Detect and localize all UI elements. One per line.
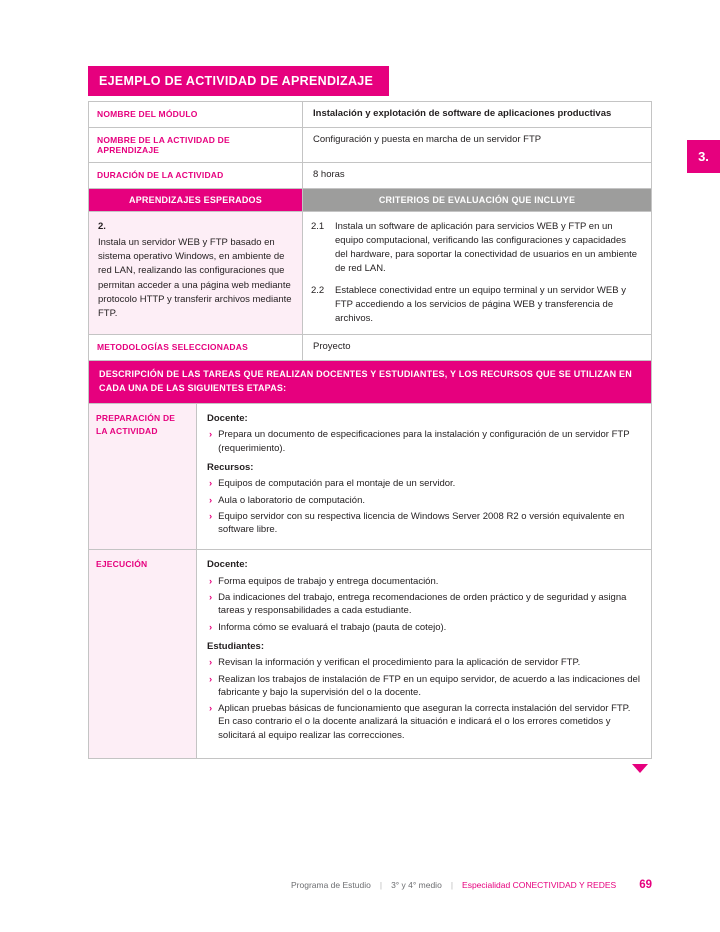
list-item-text: Forma equipos de trabajo y entrega documentación. <box>218 575 439 587</box>
list-item-text: Equipos de computación para el montaje de un servidor. <box>218 478 456 490</box>
duration-label: DURACIÓN DE LA ACTIVIDAD <box>89 163 303 188</box>
bullet-chevron-icon: › <box>209 621 213 633</box>
preparation-stage-label: PREPARACIÓN DE LA ACTIVIDAD <box>89 404 197 549</box>
footer-specialty: Especialidad CONECTIVIDAD Y REDES <box>462 880 617 890</box>
bullet-chevron-icon: › <box>209 510 213 522</box>
footer-grade: 3° y 4° medio <box>391 880 442 890</box>
table-row-methodology <box>89 335 651 361</box>
list-item <box>209 510 641 537</box>
table-row-module <box>89 102 651 128</box>
list-item-text: Informa cómo se evaluará el trabajo (pauta de cotejo). <box>218 621 447 633</box>
evaluation-criteria-header: CRITERIOS DE EVALUACIÓN QUE INCLUYE <box>303 189 651 211</box>
activity-table <box>88 101 652 759</box>
expected-learning-number: 2. <box>98 220 106 232</box>
section-heading: Recursos: <box>207 461 254 473</box>
criterion-number: 2.2 <box>311 284 325 296</box>
table-row-duration <box>89 163 651 189</box>
criterion-item <box>311 284 641 327</box>
criterion-number: 2.1 <box>311 220 325 232</box>
table-row-preparation <box>89 404 651 550</box>
preparation-stage-content <box>197 404 651 549</box>
list-item-text: Realizan los trabajos de instalación de FTP en un equipo servidor, de acuerdo a las indicaciones del fabricante y bajo la supervisión del o la docente. <box>218 673 640 698</box>
list-item-text: Aula o laboratorio de computación. <box>218 494 365 506</box>
bullet-chevron-icon: › <box>209 673 213 685</box>
expected-learning-header: APRENDIZAJES ESPERADOS <box>89 189 303 211</box>
expected-learning-text: Instala un servidor WEB y FTP basado en sistema operativo Windows, en ambiente de red LAN, realizando las configuraciones que permitan acceder a una página web mediante protocolo HTTP y transferir archivos mediante FTP. <box>98 236 292 320</box>
table-row-activity-name <box>89 128 651 163</box>
continuation-arrow-icon <box>632 764 648 773</box>
page-footer <box>88 879 652 891</box>
table-row-execution <box>89 550 651 758</box>
list-item-text: Da indicaciones del trabajo, entrega recomendaciones de orden práctico y de seguridad y asigna tareas y responsabilidades a cada estudiante. <box>218 592 627 617</box>
section-heading: Docente: <box>207 413 248 425</box>
list-item <box>209 575 641 588</box>
footer-separator: | <box>450 880 454 890</box>
execution-stage-label: EJECUCIÓN <box>89 550 197 758</box>
execution-stage-content <box>197 550 651 758</box>
list-item <box>209 494 641 507</box>
activity-name-value: Configuración y puesta en marcha de un servidor FTP <box>313 133 542 145</box>
table-row-description-banner <box>89 361 651 404</box>
activity-name-label: NOMBRE DE LA ACTIVIDAD DE APRENDIZAJE <box>89 128 303 162</box>
continuation-arrow-container <box>88 764 652 773</box>
criterion-text: Instala un software de aplicación para servicios WEB y FTP en un equipo computacional, verificando las configuraciones y capacidades del hardware, para soportar la conectividad de usuarios en un ambiente de red LAN. <box>335 220 638 275</box>
page-title: EJEMPLO DE ACTIVIDAD DE APRENDIZAJE <box>88 66 389 96</box>
bullet-chevron-icon: › <box>209 575 213 587</box>
criteria-cell <box>303 212 651 335</box>
bullet-chevron-icon: › <box>209 429 213 441</box>
bullet-chevron-icon: › <box>209 592 213 604</box>
criterion-text: Establece conectividad entre un equipo terminal y un servidor WEB y FTP accediendo a los servicios de página WEB y transferencia de archivos. <box>335 284 626 325</box>
page-number: 69 <box>639 879 652 891</box>
list-item <box>209 656 641 669</box>
footer-separator: | <box>379 880 383 890</box>
table-row-learning-header <box>89 189 651 212</box>
duration-value: 8 horas <box>313 168 345 180</box>
section-heading: Docente: <box>207 559 248 571</box>
bullet-chevron-icon: › <box>209 703 213 715</box>
section-heading: Estudiantes: <box>207 640 265 652</box>
list-item <box>209 673 641 700</box>
description-banner: DESCRIPCIÓN DE LAS TAREAS QUE REALIZAN DOCENTES Y ESTUDIANTES, Y LOS RECURSOS QUE SE UTILIZAN EN CADA UNA DE LAS SIGUIENTES ETAPAS: <box>89 361 651 403</box>
list-item <box>209 477 641 490</box>
methodology-value: Proyecto <box>313 341 351 353</box>
chapter-tab: 3. <box>687 140 720 173</box>
methodology-label: METODOLOGÍAS SELECCIONADAS <box>89 335 303 360</box>
table-row-learning <box>89 212 651 336</box>
list-item-text: Equipo servidor con su respectiva licencia de Windows Server 2008 R2 o versión equivalente en software libre. <box>218 510 625 536</box>
list-item <box>209 428 641 455</box>
module-value: Instalación y explotación de software de aplicaciones productivas <box>313 108 612 119</box>
content-area <box>88 66 652 773</box>
module-label: NOMBRE DEL MÓDULO <box>89 102 303 127</box>
footer-program: Programa de Estudio <box>290 880 371 890</box>
list-item-text: Aplican pruebas básicas de funcionamiento que aseguran la correcta instalación del servidor FTP. En caso contrario el o la docente analizará la situación e indicará el o los errores cometidos y solicitará al equipo realizar las correcciones. <box>218 703 631 741</box>
list-item <box>209 702 641 742</box>
bullet-chevron-icon: › <box>209 657 213 669</box>
bullet-chevron-icon: › <box>209 478 213 490</box>
criterion-item <box>311 220 641 277</box>
list-item <box>209 591 641 618</box>
list-item-text: Prepara un documento de especificaciones para la instalación y configuración de un servidor FTP (requerimiento). <box>218 429 630 454</box>
expected-learning-cell <box>89 212 303 335</box>
bullet-chevron-icon: › <box>209 494 213 506</box>
list-item <box>209 621 641 634</box>
list-item-text: Revisan la información y verifican el procedimiento para la aplicación de servidor FTP. <box>218 657 581 669</box>
